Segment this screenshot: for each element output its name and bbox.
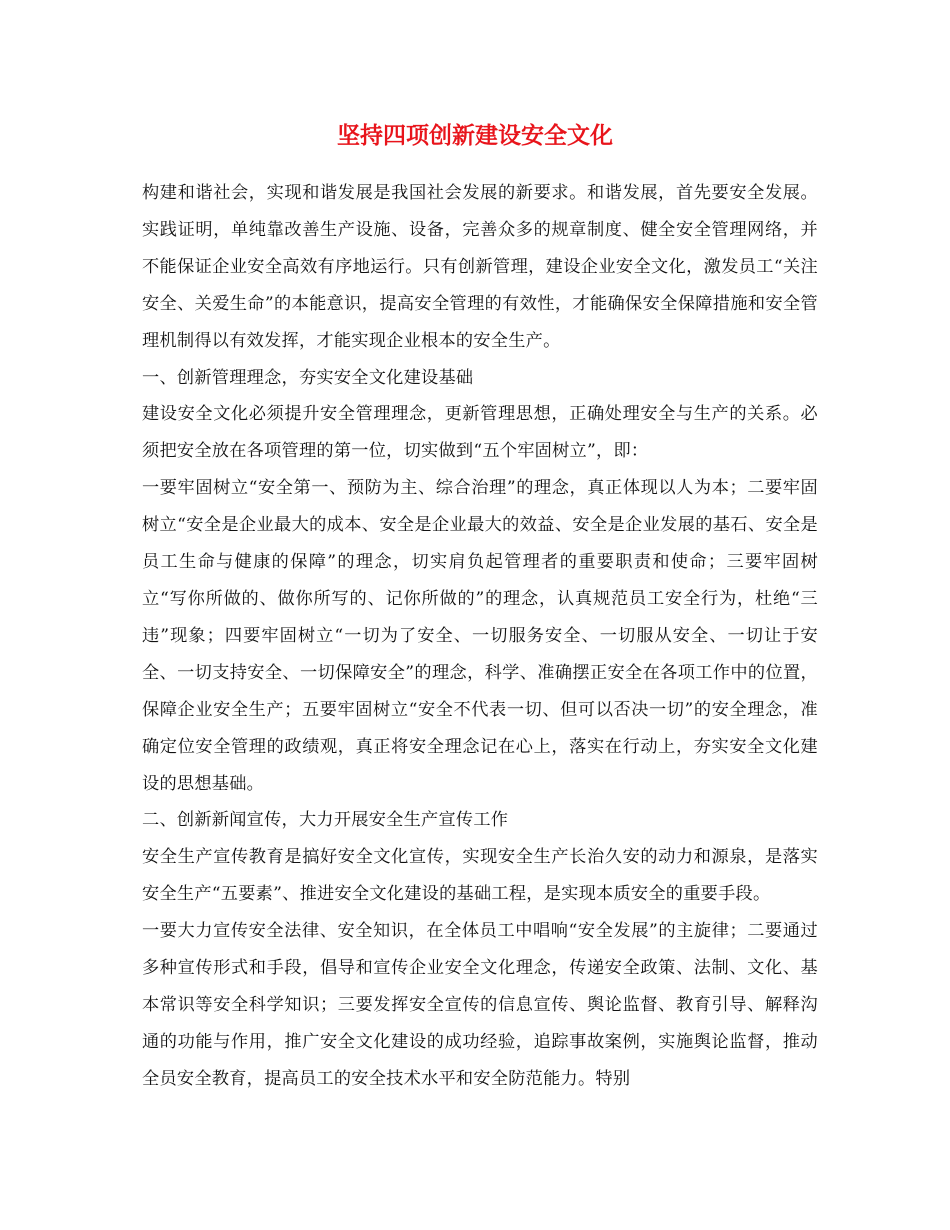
section-2-paragraph-2: 一要大力宣传安全法律、安全知识，在全体员工中唱响“安全发展”的主旋律；二要通过多种宣传形式和手段，倡导和宣传企业安全文化理念，传递安全政策、法制、文化、基本常识等安全科学知识；三要发挥安全宣传的信息宣传、舆论监督、教育引导、解释沟通的功能与作用，推广安全文化建设的成功经验，追踪事故案例，实施舆论监督，推动全员安全教育，提高员工的安全技术水平和安全防范能力。特别 [142,921,818,1089]
document-body [142,175,818,1098]
section-heading-2: 二、创新新闻宣传，大力开展安全生产宣传工作 [142,810,509,831]
section-1-paragraph-1: 建设安全文化必须提升安全管理理念，更新管理思想，正确处理安全与生产的关系。必须把安全放在各项管理的第一位，切实做到“五个牢固树立”，即： [142,404,818,462]
section-heading-1: 一、创新管理理念，夯实安全文化建设基础 [142,367,474,388]
document-title: 坚持四项创新建设安全文化 [337,122,613,149]
intro-paragraph: 构建和谐社会，实现和谐发展是我国社会发展的新要求。和谐发展，首先要安全发展。实践证明，单纯靠改善生产设施、设备，完善众多的规章制度、健全安全管理网络，并不能保证企业安全高效有序地运行。只有创新管理，建设企业安全文化，激发员工“关注安全、关爱生命”的本能意识，提高安全管理的有效性，才能确保安全保障措施和安全管理机制得以有效发挥，才能实现企业根本的安全生产。 [142,183,818,351]
section-2-paragraph-1: 安全生产宣传教育是搞好安全文化宣传，实现安全生产长治久安的动力和源泉，是落实安全生产“五要素”、推进安全文化建设的基础工程，是实现本质安全的重要手段。 [142,847,818,905]
section-1-paragraph-2: 一要牢固树立“安全第一、预防为主、综合治理”的理念，真正体现以人为本；二要牢固树立“安全是企业最大的成本、安全是企业最大的效益、安全是企业发展的基石、安全是员工生命与健康的保障”的理念，切实肩负起管理者的重要职责和使命；三要牢固树立“写你所做的、做你所写的、记你所做的”的理念，认真规范员工安全行为，杜绝“三违”现象；四要牢固树立“一切为了安全、一切服务安全、一切服从安全、一切让于安全、一切支持安全、一切保障安全”的理念，科学、准确摆正安全在各项工作中的位置，保障企业安全生产；五要牢固树立“安全不代表一切、但可以否决一切”的安全理念，准确定位安全管理的政绩观，真正将安全理念记在心上，落实在行动上，夯实安全文化建设的思想基础。 [142,478,818,794]
